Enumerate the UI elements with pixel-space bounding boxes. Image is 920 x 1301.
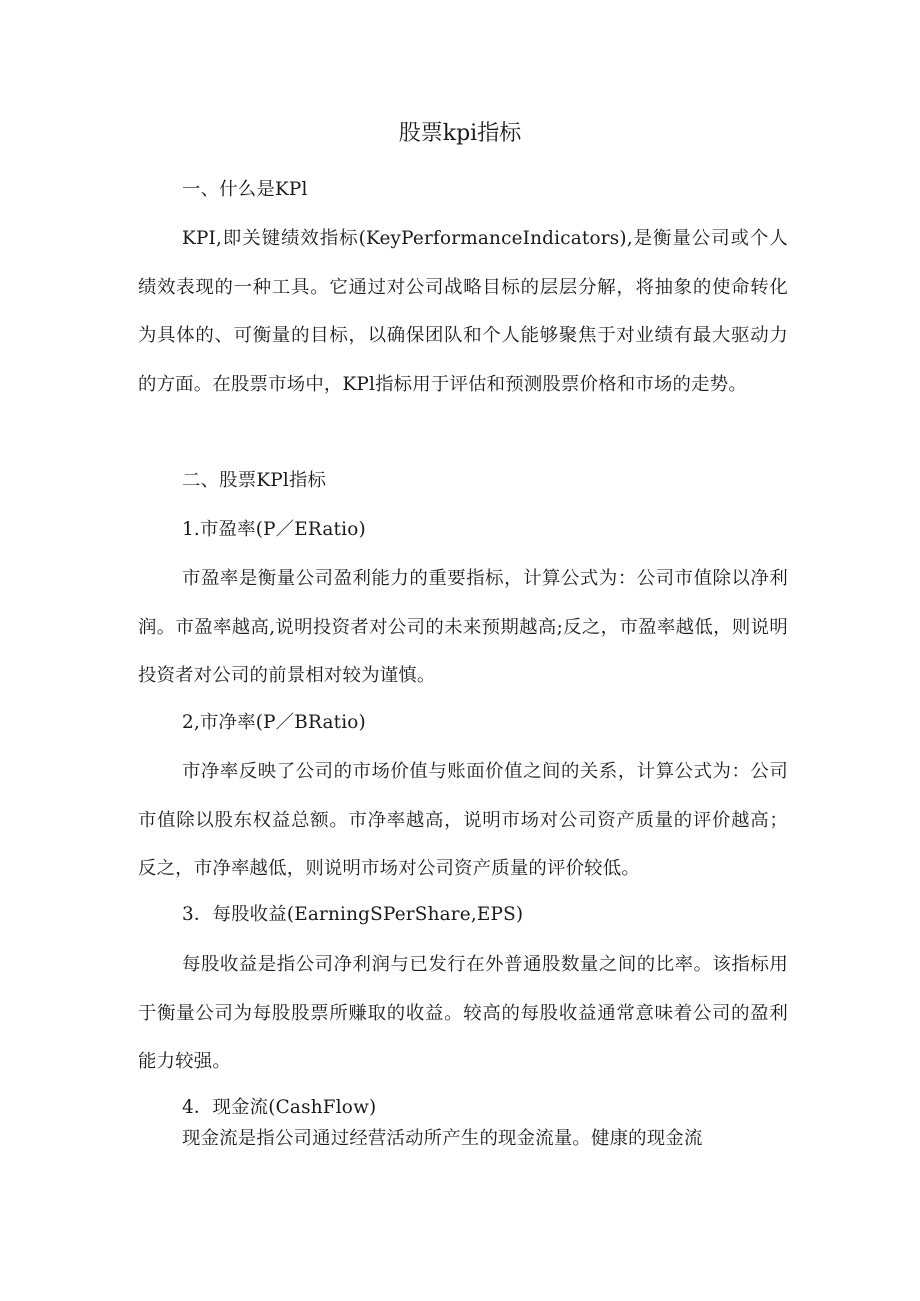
paragraph-pb-ratio: 市净率反映了公司的市场价值与账面价值之间的关系，计算公式为：公司市值除以股东权益总额。市净率越高，说明市场对公司资产质量的评价越高；反之，市净率越低，则说明市场对公司资产质量的评价较低。 [138,761,788,879]
subheading-pe-ratio: 1.市盈率(P／ERatio) [182,519,366,540]
subheading-pb-ratio: 2,市净率(P／BRatio) [182,712,366,733]
subheading-cash-flow: 4．现金流(CashFlow) [182,1097,377,1118]
paragraph-eps: 每股收益是指公司净利润与已发行在外普通股数量之间的比率。该指标用于衡量公司为每股股票所赚取的收益。较高的每股收益通常意味着公司的盈利能力较强。 [138,954,788,1072]
section-heading-what-is-kpi: 一、什么是KPl [182,179,308,200]
document-title: 股票kpi指标 [398,121,522,146]
paragraph-cash-flow: 现金流是指公司通过经营活动所产生的现金流量。健康的现金流 [182,1128,703,1149]
section-heading-stock-kpi: 二、股票KPl指标 [182,470,327,491]
paragraph-kpi-definition: KPI,即关键绩效指标(KeyPerformanceIndicators),是衡量公司或个人绩效表现的一种工具。它通过对公司战略目标的层层分解，将抽象的使命转化为具体的、可衡量的目标，以确保团队和个人能够聚焦于对业绩有最大驱动力的方面。在股票市场中，KPl指标用于评估和预测股票价格和市场的走势。 [138,228,788,395]
paragraph-pe-ratio: 市盈率是衡量公司盈利能力的重要指标，计算公式为：公司市值除以净利润。市盈率越高,说明投资者对公司的未来预期越高;反之，市盈率越低，则说明投资者对公司的前景相对较为谨慎。 [138,568,788,686]
subheading-eps: 3．每股收益(EarningSPerShare,EPS) [182,904,524,925]
